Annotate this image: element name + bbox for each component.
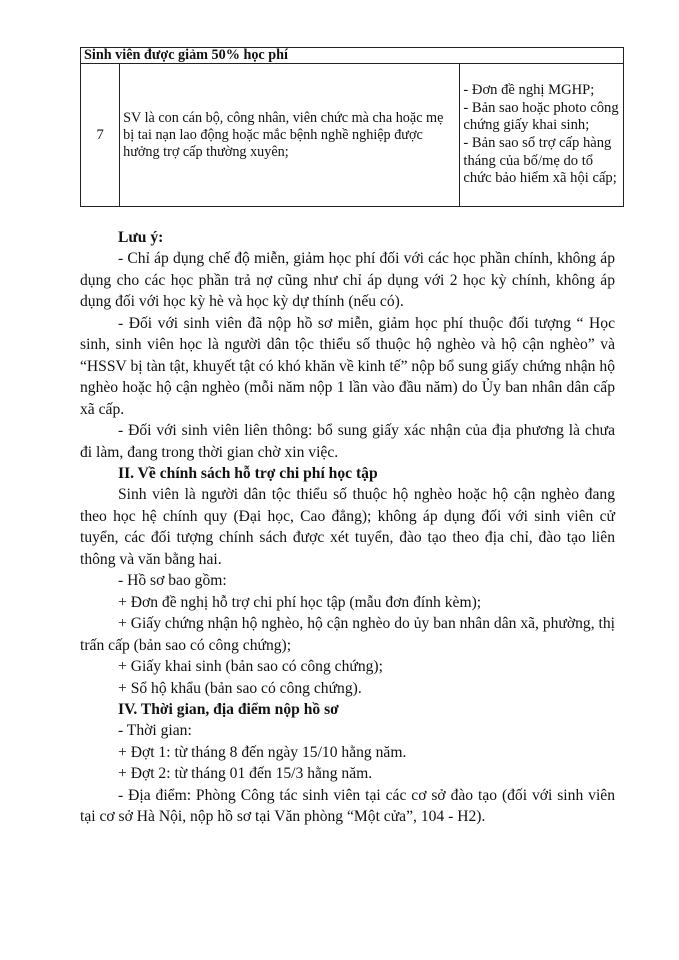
fee-reduction-table [80, 47, 624, 207]
section-ii-intro: Sinh viên là người dân tộc thiểu số thuộc hộ nghèo hoặc hộ cận nghèo đang theo học hệ chính quy (Đại học, Cao đẳng); không áp dụng đối với sinh viên cử tuyển, các đối tượng chính sách được xét tuyển, đào tạo theo địa chỉ, đào tạo liên thông và văn bằng hai. [80, 486, 615, 568]
row-subject: SV là con cán bộ, công nhân, viên chức mà cha hoặc mẹ bị tai nạn lao động hoặc mắc bệnh nghề nghiệp được hưởng trợ cấp thường xuyên; [120, 64, 460, 207]
time-label: - Thời gian: [118, 722, 192, 740]
location-text: - Địa điểm: Phòng Công tác sinh viên tại các cơ sở đào tạo (đối với sinh viên tại cơ sở Hà Nội, nộp hồ sơ tại Văn phòng “Một cửa”, 104 - H2). [80, 786, 615, 826]
round-item: + Đợt 2: từ tháng 01 đến 15/3 hằng năm. [118, 765, 373, 783]
document-item: - Bản sao hoặc photo công chứng giấy khai sinh; [463, 99, 619, 134]
row-number: 7 [81, 64, 120, 207]
document-item: - Bản sao sổ trợ cấp hàng tháng của bố/mẹ do tổ chức bảo hiểm xã hội cấp; [463, 135, 617, 187]
row-documents [460, 64, 624, 207]
note-item: - Đối với sinh viên đã nộp hồ sơ miễn, giảm học phí thuộc đối tượng “ Học sinh, sinh viên học là người dân tộc thiểu số thuộc hộ nghèo và hộ cận nghèo” và “HSSV bị tàn tật, khuyết tật có khó khăn về kinh tế” nộp bổ sung giấy chứng nhận hộ nghèo hoặc hộ cận nghèo (mỗi năm nộp 1 lần vào đầu năm) do Ủy ban nhân dân cấp xã cấp. [80, 314, 615, 418]
note-item: - Đối với sinh viên liên thông: bổ sung giấy xác nhận của địa phương là chưa đi làm, đang trong thời gian chờ xin việc. [80, 422, 615, 461]
table-row [81, 64, 624, 207]
notes-title: Lưu ý: [118, 229, 164, 246]
dossier-item: + Giấy khai sinh (bản sao có công chứng); [118, 658, 383, 676]
document-body [80, 227, 615, 828]
table-section-header: Sinh viên được giảm 50% học phí [81, 48, 624, 64]
dossier-item: + Giấy chứng nhận hộ nghèo, hộ cận nghèo do ủy ban nhân dân xã, phường, thị trấn cấp (bản sao có công chứng); [80, 615, 615, 654]
dossier-label: - Hồ sơ bao gồm: [118, 572, 227, 590]
document-item: - Đơn đề nghị MGHP; [463, 81, 595, 98]
section-ii-title: II. Về chính sách hỗ trợ chi phí học tập [118, 464, 378, 482]
dossier-item: + Sổ hộ khẩu (bản sao có công chứng). [118, 679, 362, 697]
dossier-item: + Đơn đề nghị hỗ trợ chi phí học tập (mẫu đơn đính kèm); [118, 593, 482, 611]
section-iv-title: IV. Thời gian, địa điểm nộp hồ sơ [118, 700, 339, 718]
round-item: + Đợt 1: từ tháng 8 đến ngày 15/10 hằng năm. [118, 743, 407, 761]
note-item: - Chỉ áp dụng chế độ miễn, giảm học phí đối với các học phần chính, không áp dụng cho các học phần trả nợ cũng như chỉ áp dụng với 2 học kỳ chính, không áp dụng đối với học kỳ hè và học kỳ dự thính (nếu có). [80, 250, 615, 311]
table-section-header-row [81, 48, 624, 64]
